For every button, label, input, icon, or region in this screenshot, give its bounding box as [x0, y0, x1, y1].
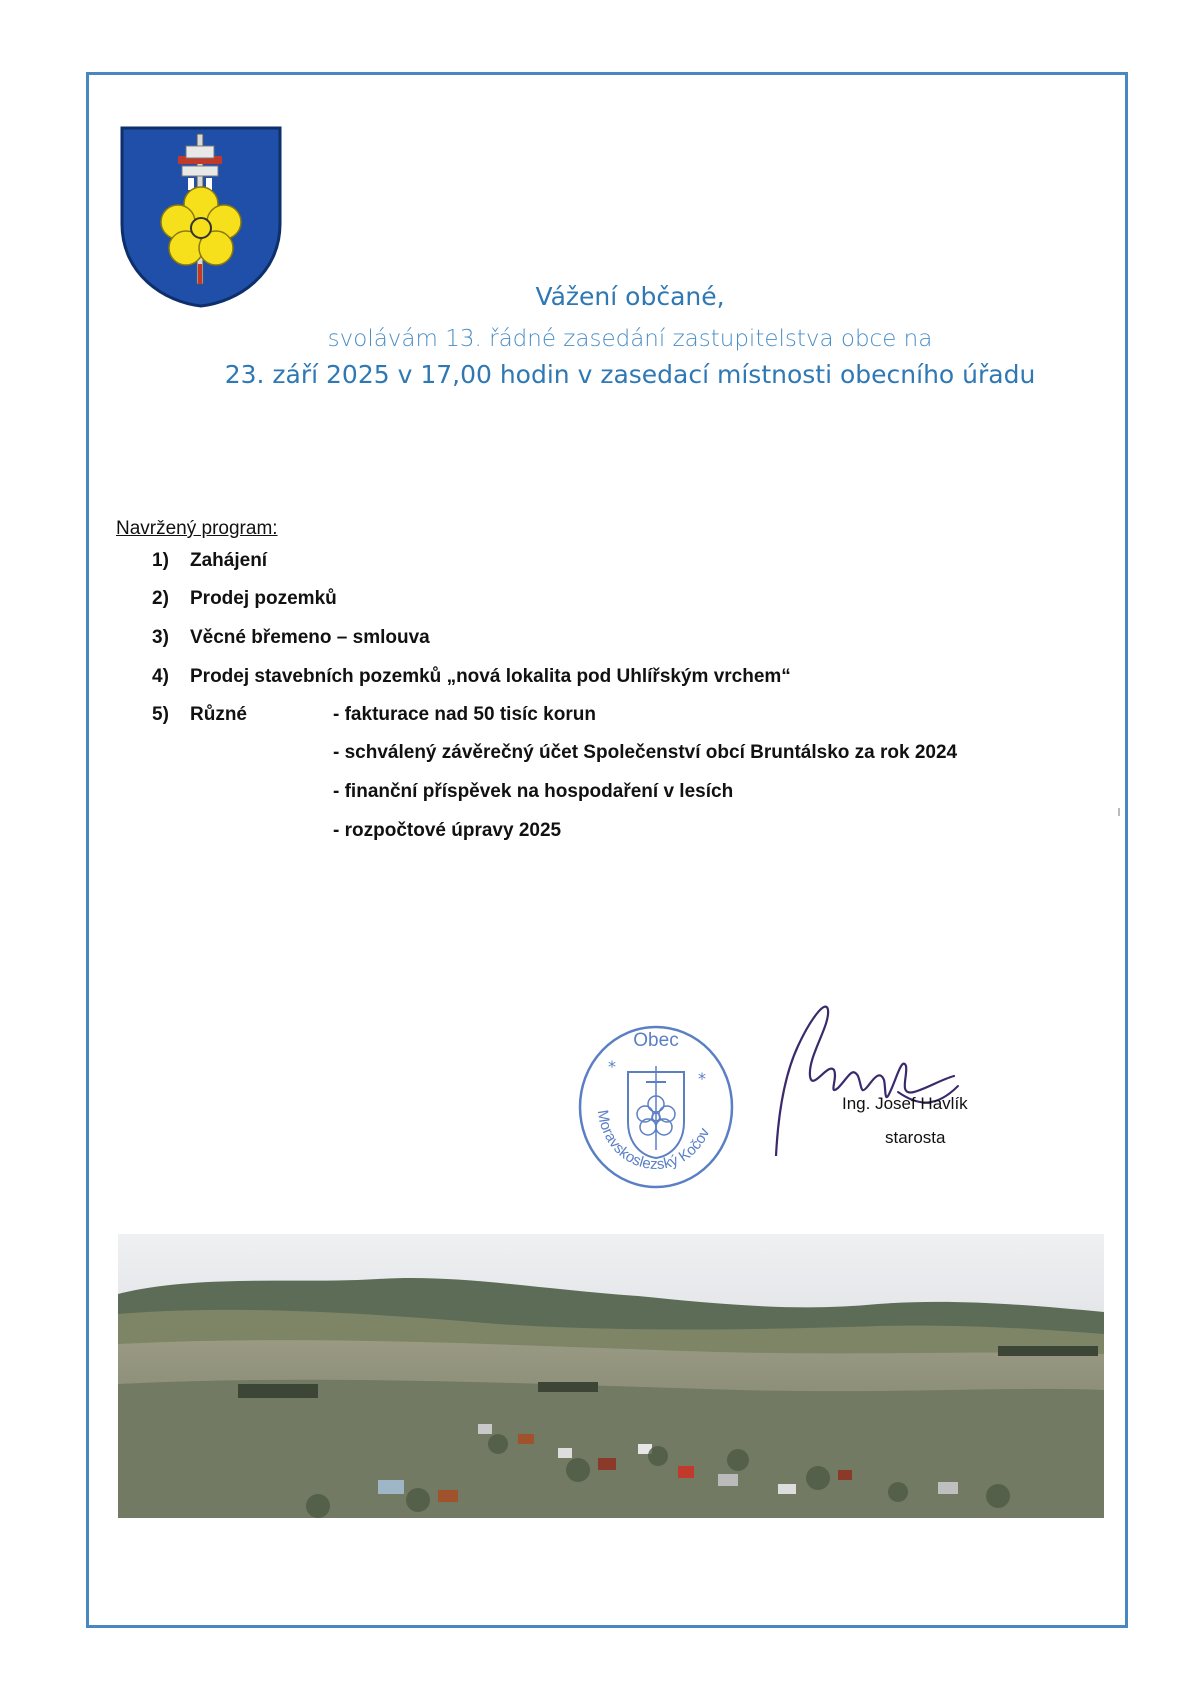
program-item-number: 1)	[152, 550, 169, 571]
program-item-number: 4)	[152, 666, 169, 687]
svg-text:*: *	[608, 1057, 616, 1076]
meeting-date-location: 23. září 2025 v 17,00 hodin v zasedací místnosti obecního úřadu	[224, 360, 1036, 389]
program-item-text: Prodej stavebních pozemků „nová lokalita pod Uhlířským vrchem“	[190, 666, 791, 687]
official-stamp-icon	[576, 1022, 736, 1192]
program-subitem: - schválený závěrečný účet Společenství obcí Bruntálsko za rok 2024	[333, 742, 958, 763]
stamp-ring-text	[594, 1109, 714, 1173]
village-landscape-photo	[118, 1234, 1104, 1518]
scan-mark	[1118, 808, 1120, 816]
coat-of-arms-icon	[118, 124, 284, 308]
program-item-text: Prodej pozemků	[190, 588, 337, 609]
program-subitem: - fakturace nad 50 tisíc korun	[333, 704, 596, 725]
greeting-heading: Vážení občané,	[535, 282, 725, 311]
program-subitem: - rozpočtové úpravy 2025	[333, 820, 562, 841]
program-item-text: Různé	[190, 704, 247, 725]
signer-name: Ing. Josef Havlík	[842, 1094, 968, 1113]
program-item-number: 3)	[152, 627, 169, 648]
stamp-top-text: Obec	[633, 1030, 679, 1051]
program-label: Navržený program:	[116, 518, 278, 539]
signer-title: starosta	[885, 1128, 946, 1147]
program-subitem: - finanční příspěvek na hospodaření v lesích	[333, 781, 734, 802]
program-item-text: Věcné břemeno – smlouva	[190, 627, 430, 648]
program-item-number: 2)	[152, 588, 169, 609]
program-item-text: Zahájení	[190, 550, 268, 571]
svg-text:*: *	[698, 1069, 706, 1088]
stamp-ring-textpath: Moravskoslezský Kočov	[593, 1108, 714, 1174]
convocation-line: svolávám 13. řádné zasedání zastupitelstva obce na	[327, 326, 933, 352]
program-item-number: 5)	[152, 704, 169, 725]
